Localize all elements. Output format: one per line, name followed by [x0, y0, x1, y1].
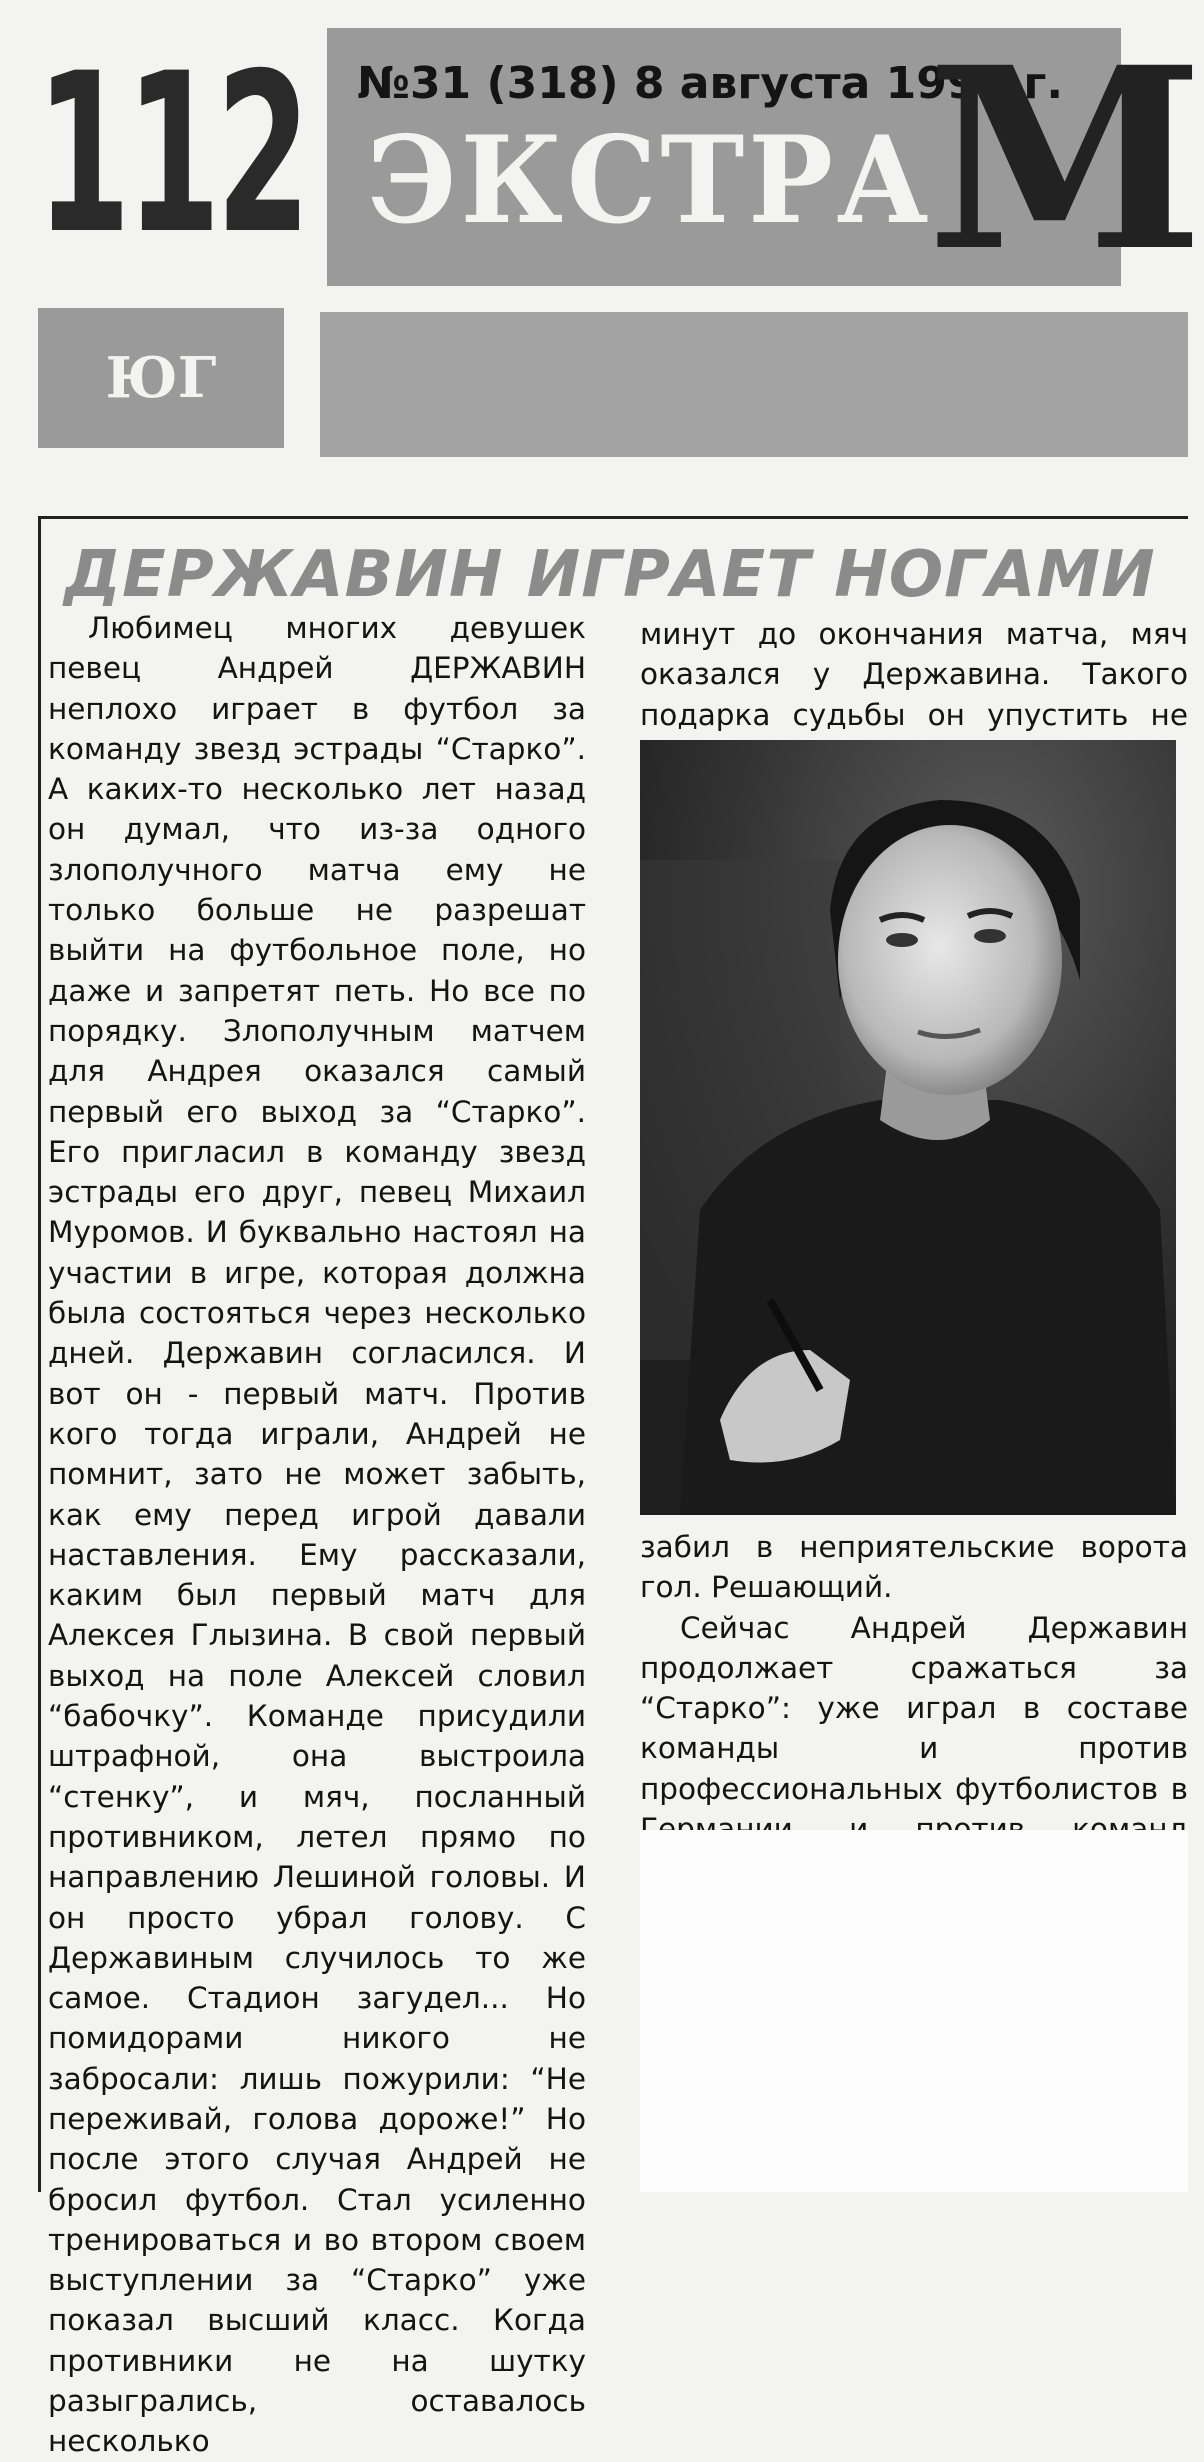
article-column-left: [48, 608, 586, 2459]
paragraph: минут до окончания матча, мяч оказался у Державина. Такого подарка судьбы он упустить не: [640, 617, 1188, 732]
masthead-number: 112: [36, 26, 306, 282]
masthead-letter-logo: М: [927, 12, 1204, 306]
masthead-title: ЭКСТРА: [367, 110, 933, 251]
article-headline: ДЕРЖАВИН ИГРАЕТ НОГАМИ: [64, 538, 1156, 612]
photo-illustration: [640, 740, 1176, 1515]
article-column-right-top: [640, 614, 1188, 740]
region-box: [38, 308, 284, 448]
paragraph: забил в неприятельские ворота гол. Решающий.: [640, 1530, 1188, 1605]
subheader-band: [320, 312, 1188, 457]
singer-photo: [640, 740, 1176, 1515]
region-label: ЮГ: [105, 345, 217, 411]
masthead-banner: [327, 12, 1204, 306]
issue-date: №31 (318) 8 августа 1998 г.: [357, 58, 1064, 109]
article-column-right-bottom: [640, 1527, 1188, 1827]
paragraph: Сейчас Андрей Державин продолжает сражаться за “Старко”: уже играл в составе команды и против профессиональных футболистов в: [640, 1610, 1188, 1806]
paragraph: Любимец многих девушек певец Андрей ДЕРЖАВИН неплохо играет в футбол за команду звезд эстрады “Старко”. А каких-то несколько лет назад он думал, что из-за одного злополучного матча ему не только больше не разрешат выйти на футбольное поле, но даже и запретят петь. Но все по порядку. Злополучным матчем для Андрея оказался самый первый его выход за “Старко”. Его пригласил в команду звезд эстрады его друг, певец Михаил Муромов. И буквально настоял на участии в игре, которая должна была состояться через несколько дней. Державин согласился. И вот он - первый матч. Против кого тогда играли, Андрей не помнит, зато не может забыть, как ему перед игрой давали наставления. Ему рассказали, каким был первый матч для Алексея Глызина. В свой первый выход на поле Алексей словил “бабочку”. Команде присудили штрафной, она выстроила “стенку”, и мяч, посланный противником, летел прямо по направлению Лешиной головы. И он просто убрал голову. С Державиным случилось то же самое. Стадион загудел... Но помидорами никого не забросали: лишь пожурили: “Не переживай, голова дороже!” Но после этого случая Андрей не бросил футбол. Стал усиленно тренироваться и во втором своем выступлении за “Старко” уже показал высший класс. Когда противники не на шутку разыгрались, оставалось несколько: [48, 611, 586, 2459]
blank-panel: [640, 1830, 1188, 2192]
